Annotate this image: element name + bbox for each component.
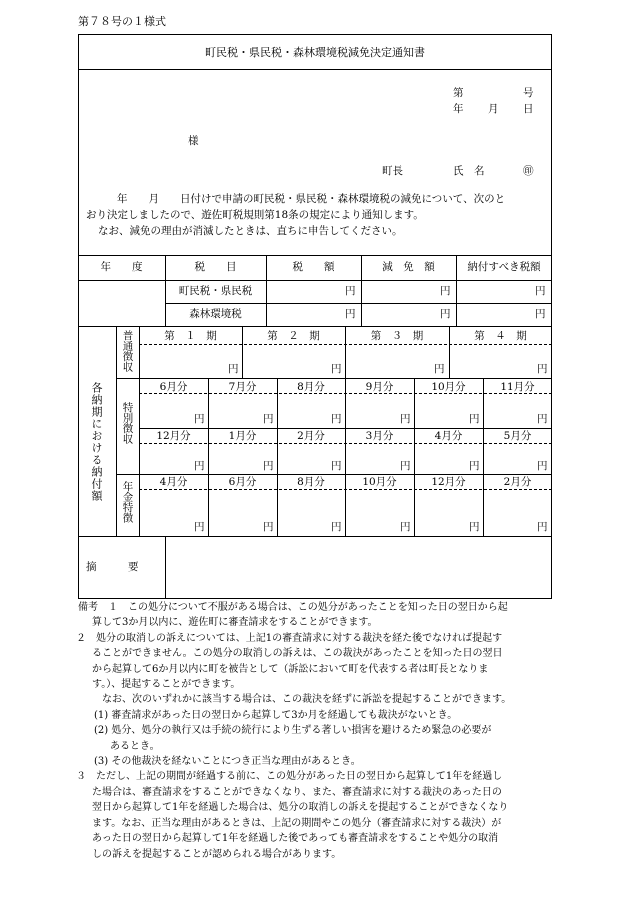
note-line: ３ ただし、上記の期間が経過する前に、この処分があった日の翌日から起算して1年を経過し (76, 771, 503, 783)
month-label: 5月分 (503, 430, 532, 442)
yen-unit: 円 (469, 413, 480, 425)
note-line: あった日の翌日から起算して1年を経過した後であっても審査請求をすることや処分の取消 (92, 833, 499, 845)
yen-unit: 円 (537, 413, 548, 425)
date-year: 年 (453, 103, 464, 115)
month-label: 12月分 (431, 476, 466, 488)
yen-unit: 円 (440, 285, 451, 297)
installments-side-label: 各納期における納付額 (90, 382, 103, 502)
form-frame (78, 34, 552, 599)
header-zeimoku: 税 目 (194, 261, 237, 273)
note-line: (3) その他裁決を経ないことにつき正当な理由があるとき。 (94, 756, 361, 768)
month-label: 6月分 (228, 476, 257, 488)
tokubetsu-label: 特別徴収 (121, 402, 134, 444)
seal-mark: ㊞ (523, 165, 534, 177)
note-line: 翌日から起算して1年を経過した場合は、処分の取消しの訴えを提起することができなくなり (92, 802, 509, 814)
tax-table-top (78, 255, 552, 256)
futsu-period-3: 第 ３ 期 (370, 330, 424, 342)
yen-unit: 円 (263, 460, 274, 472)
tax-table-row-divider (165, 303, 552, 304)
doc-number-dai: 第 (453, 87, 464, 99)
installments-side-line (116, 326, 117, 536)
yen-unit: 円 (535, 308, 546, 320)
futsu-period-2: 第 ２ 期 (267, 330, 320, 342)
date-day: 日 (523, 103, 534, 115)
yen-unit: 円 (440, 308, 451, 320)
yen-unit: 円 (345, 308, 356, 320)
body-line-2: おり決定しましたので、遊佐町税規則第18条の規定により通知します。 (86, 209, 424, 221)
tax-item-label: 森林環境税 (189, 308, 242, 320)
note-line: (2) 処分、処分の執行又は手続の続行により生ずる著しい損害を避けるため緊急の必要が (94, 725, 492, 737)
header-nofu-zeigaku: 納付すべき税額 (467, 261, 541, 273)
body-line-1: 年 月 日付けで申請の町民税・県民税・森林環境税の減免について、次のと (96, 193, 506, 205)
doc-number-go: 号 (523, 87, 534, 99)
tokubetsu-bottom (116, 474, 552, 475)
yen-unit: 円 (434, 363, 445, 375)
yen-unit: 円 (400, 413, 411, 425)
yen-unit: 円 (345, 285, 356, 297)
note-line: す。）、提起することができます。 (92, 679, 241, 691)
header-nendo: 年 度 (100, 261, 143, 273)
futsu-period-1: 第 １ 期 (164, 330, 217, 342)
month-label: 7月分 (228, 381, 257, 393)
note-line: しの訴えを提起することが認められる場合があります。 (92, 848, 342, 860)
yen-unit: 円 (400, 521, 411, 533)
month-label: 6月分 (159, 381, 188, 393)
tax-item-label: 町民税・県民税 (178, 285, 253, 297)
month-label: 3月分 (365, 430, 394, 442)
month-label: 9月分 (365, 381, 394, 393)
note-line: ることができません。この処分の取消しの訴えは、この裁決があったことを知った日の翌日 (92, 648, 503, 660)
month-label: 4月分 (159, 476, 188, 488)
yen-unit: 円 (194, 460, 205, 472)
note-line: から起算して6か月以内に町を被告として（訴訟において町を代表する者は町長となりま (92, 663, 489, 675)
futsu-bottom (116, 378, 552, 379)
yen-unit: 円 (331, 521, 342, 533)
yen-unit: 円 (331, 363, 342, 375)
header-genmengaku: 減 免 額 (382, 261, 435, 273)
mayor-label: 町長 (382, 165, 403, 177)
yen-unit: 円 (535, 285, 546, 297)
note-line: 備考 １ この処分について不服がある場合は、この処分があったことを知った日の翌日から起 (78, 602, 508, 613)
note-line: ２ 処分の取消しの訴えについては、上記1の審査請求に対する裁決を経た後でなければ提起す (76, 632, 503, 644)
tax-table-bottom (78, 326, 552, 327)
month-label: 8月分 (297, 381, 325, 393)
month-label: 12月分 (156, 430, 191, 442)
yen-unit: 円 (469, 460, 480, 472)
header-zeigaku: 税 額 (292, 261, 335, 273)
month-label: 11月分 (500, 381, 535, 393)
yen-unit: 円 (228, 363, 239, 375)
yen-unit: 円 (263, 521, 274, 533)
note-line: ます。なお、正当な理由があるときは、上記の期間やこの処分（審査請求に対する裁決）が (92, 817, 502, 829)
tekiyo-divider (165, 536, 166, 599)
yen-unit: 円 (331, 460, 342, 472)
body-line-3: なお、減免の理由が消滅したときは、直ちに申告してください。 (98, 225, 403, 237)
month-label: 10月分 (362, 476, 397, 488)
date-month: 月 (488, 103, 499, 115)
month-label: 10月分 (431, 381, 466, 393)
note-line: た場合は、審査請求をすることができなくなり、また、審査請求に対する裁決のあった日の (92, 786, 502, 798)
month-label: 2月分 (297, 430, 325, 442)
addressee-sama: 様 (188, 135, 199, 147)
month-label: 2月分 (503, 476, 532, 488)
futsu-label: 普通徴収 (121, 330, 134, 372)
yen-unit: 円 (400, 460, 411, 472)
month-label: 8月分 (297, 476, 325, 488)
note-line: なお、次のいずれかに該当する場合は、この裁決を経ずに訴訟を提起することができます。 (102, 694, 512, 706)
yen-unit: 円 (537, 521, 548, 533)
installments-bottom (78, 536, 552, 537)
title-divider (78, 69, 552, 70)
futsu-period-4: 第 ４ 期 (474, 330, 527, 342)
yen-unit: 円 (194, 521, 205, 533)
form-number: 第７８号の１様式 (78, 15, 166, 28)
yen-unit: 円 (537, 363, 548, 375)
yen-unit: 円 (331, 413, 342, 425)
notes-section (78, 600, 556, 862)
note-line: あるとき。 (110, 740, 160, 752)
tekiyo-label: 摘 要 (86, 561, 139, 573)
nenkin-label: 年金特徴 (121, 481, 134, 523)
yen-unit: 円 (537, 460, 548, 472)
note-line: 算して3か月以内に、遊佐町に審査請求をすることができます。 (92, 617, 378, 629)
note-line: (1) 審査請求があった日の翌日から起算して3か月を経過しても裁決がないとき。 (94, 709, 458, 721)
tax-table-header-bottom (78, 280, 552, 281)
yen-unit: 円 (194, 413, 205, 425)
form-title: 町民税・県民税・森林環境税減免決定通知書 (205, 46, 425, 59)
mayor-name-label: 氏 名 (453, 165, 485, 177)
yen-unit: 円 (469, 521, 480, 533)
month-label: 1月分 (228, 430, 257, 442)
yen-unit: 円 (263, 413, 274, 425)
month-label: 4月分 (434, 430, 463, 442)
